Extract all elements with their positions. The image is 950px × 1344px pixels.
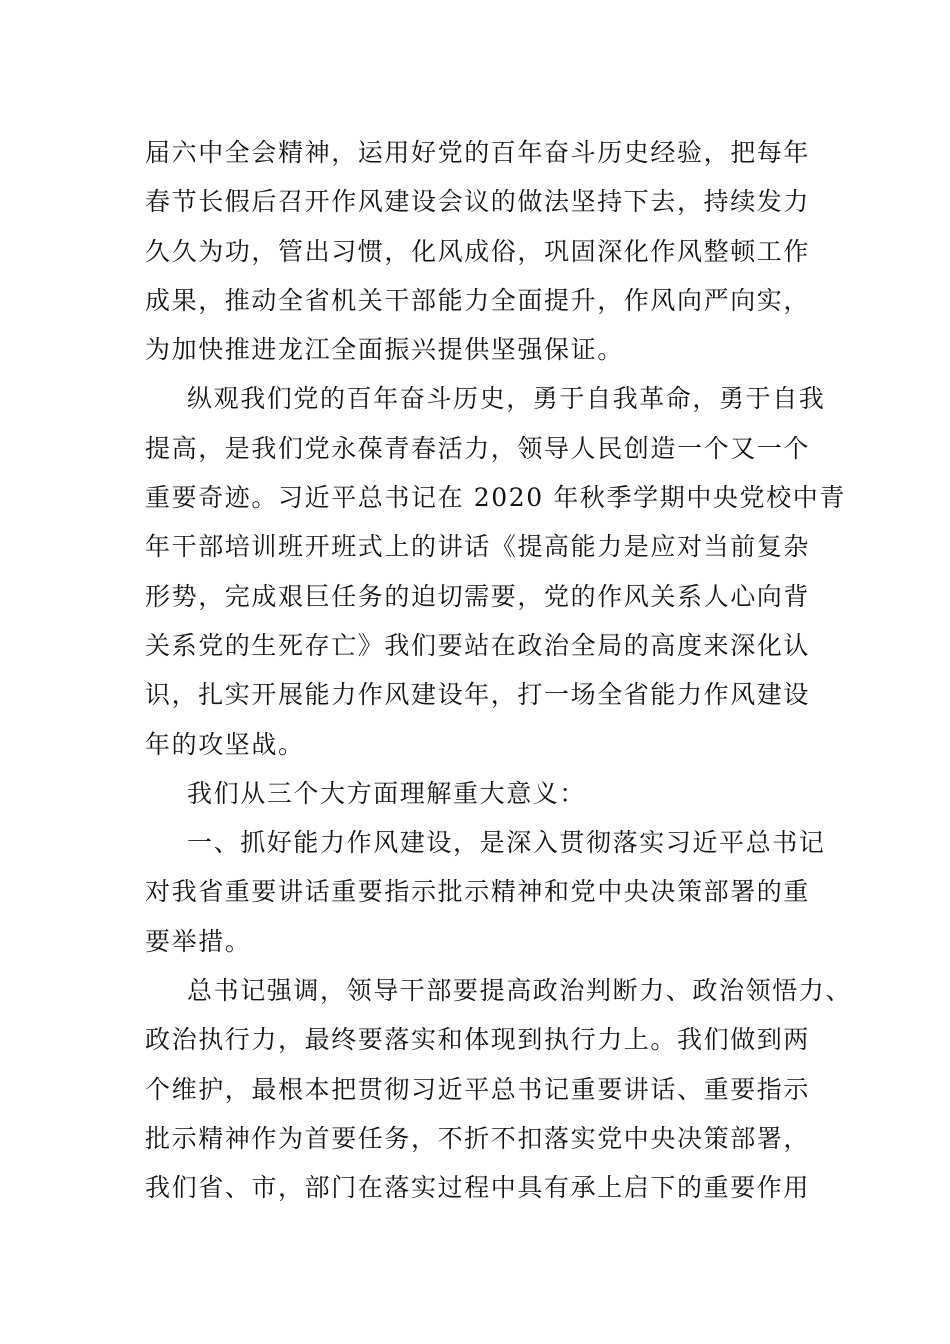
text-line: 我们省、市，部门在落实过程中具有承上启下的重要作用 bbox=[145, 1173, 811, 1203]
section-heading-line: 一、抓好能力作风建设，是深入贯彻落实习近平总书记 bbox=[187, 828, 826, 858]
text-line: 提高，是我们党永葆青春活力，领导人民创造一个又一个 bbox=[145, 433, 811, 463]
text-line: 年干部培训班开班式上的讲话《提高能力是应对当前复杂 bbox=[145, 532, 811, 562]
text-line: 为加快推进龙江全面振兴提供坚强保证。 bbox=[145, 335, 624, 365]
text-line: 对我省重要讲话重要指示批示精神和党中央决策部署的重 bbox=[145, 877, 811, 907]
text-line: 久久为功，管出习惯，化风成俗，巩固深化作风整顿工作 bbox=[145, 236, 811, 266]
text-line: 关系党的生死存亡》我们要站在政治全局的高度来深化认 bbox=[145, 630, 811, 660]
text-line: 年的攻坚战。 bbox=[145, 729, 305, 759]
paragraph-start-line: 总书记强调，领导干部要提高政治判断力、政治领悟力、 bbox=[187, 976, 853, 1006]
text-line: 成果，推动全省机关干部能力全面提升，作风向严向实， bbox=[145, 285, 811, 315]
document-page bbox=[145, 128, 853, 1213]
text-line: 政治执行力，最终要落实和体现到执行力上。我们做到两 bbox=[145, 1025, 811, 1055]
paragraph-start-line: 我们从三个大方面理解重大意义： bbox=[187, 778, 587, 808]
text-line: 形势，完成艰巨任务的迫切需要，党的作风关系人心向背 bbox=[145, 581, 811, 611]
text-line: 识，扎实开展能力作风建设年，打一场全省能力作风建设 bbox=[145, 680, 811, 710]
text-line: 重要奇迹。习近平总书记在 2020 年秋季学期中央党校中青 bbox=[145, 483, 846, 513]
text-line: 个维护，最根本把贯彻习近平总书记重要讲话、重要指示 bbox=[145, 1074, 811, 1104]
text-line: 春节长假后召开作风建设会议的做法坚持下去，持续发力 bbox=[145, 187, 811, 217]
text-line: 批示精神作为首要任务，不折不扣落实党中央决策部署， bbox=[145, 1123, 811, 1153]
text-line: 届六中全会精神，运用好党的百年奋斗历史经验，把每年 bbox=[145, 138, 811, 167]
text-line: 要举措。 bbox=[145, 926, 252, 956]
paragraph-start-line: 纵观我们党的百年奋斗历史，勇于自我革命，勇于自我 bbox=[187, 384, 826, 414]
